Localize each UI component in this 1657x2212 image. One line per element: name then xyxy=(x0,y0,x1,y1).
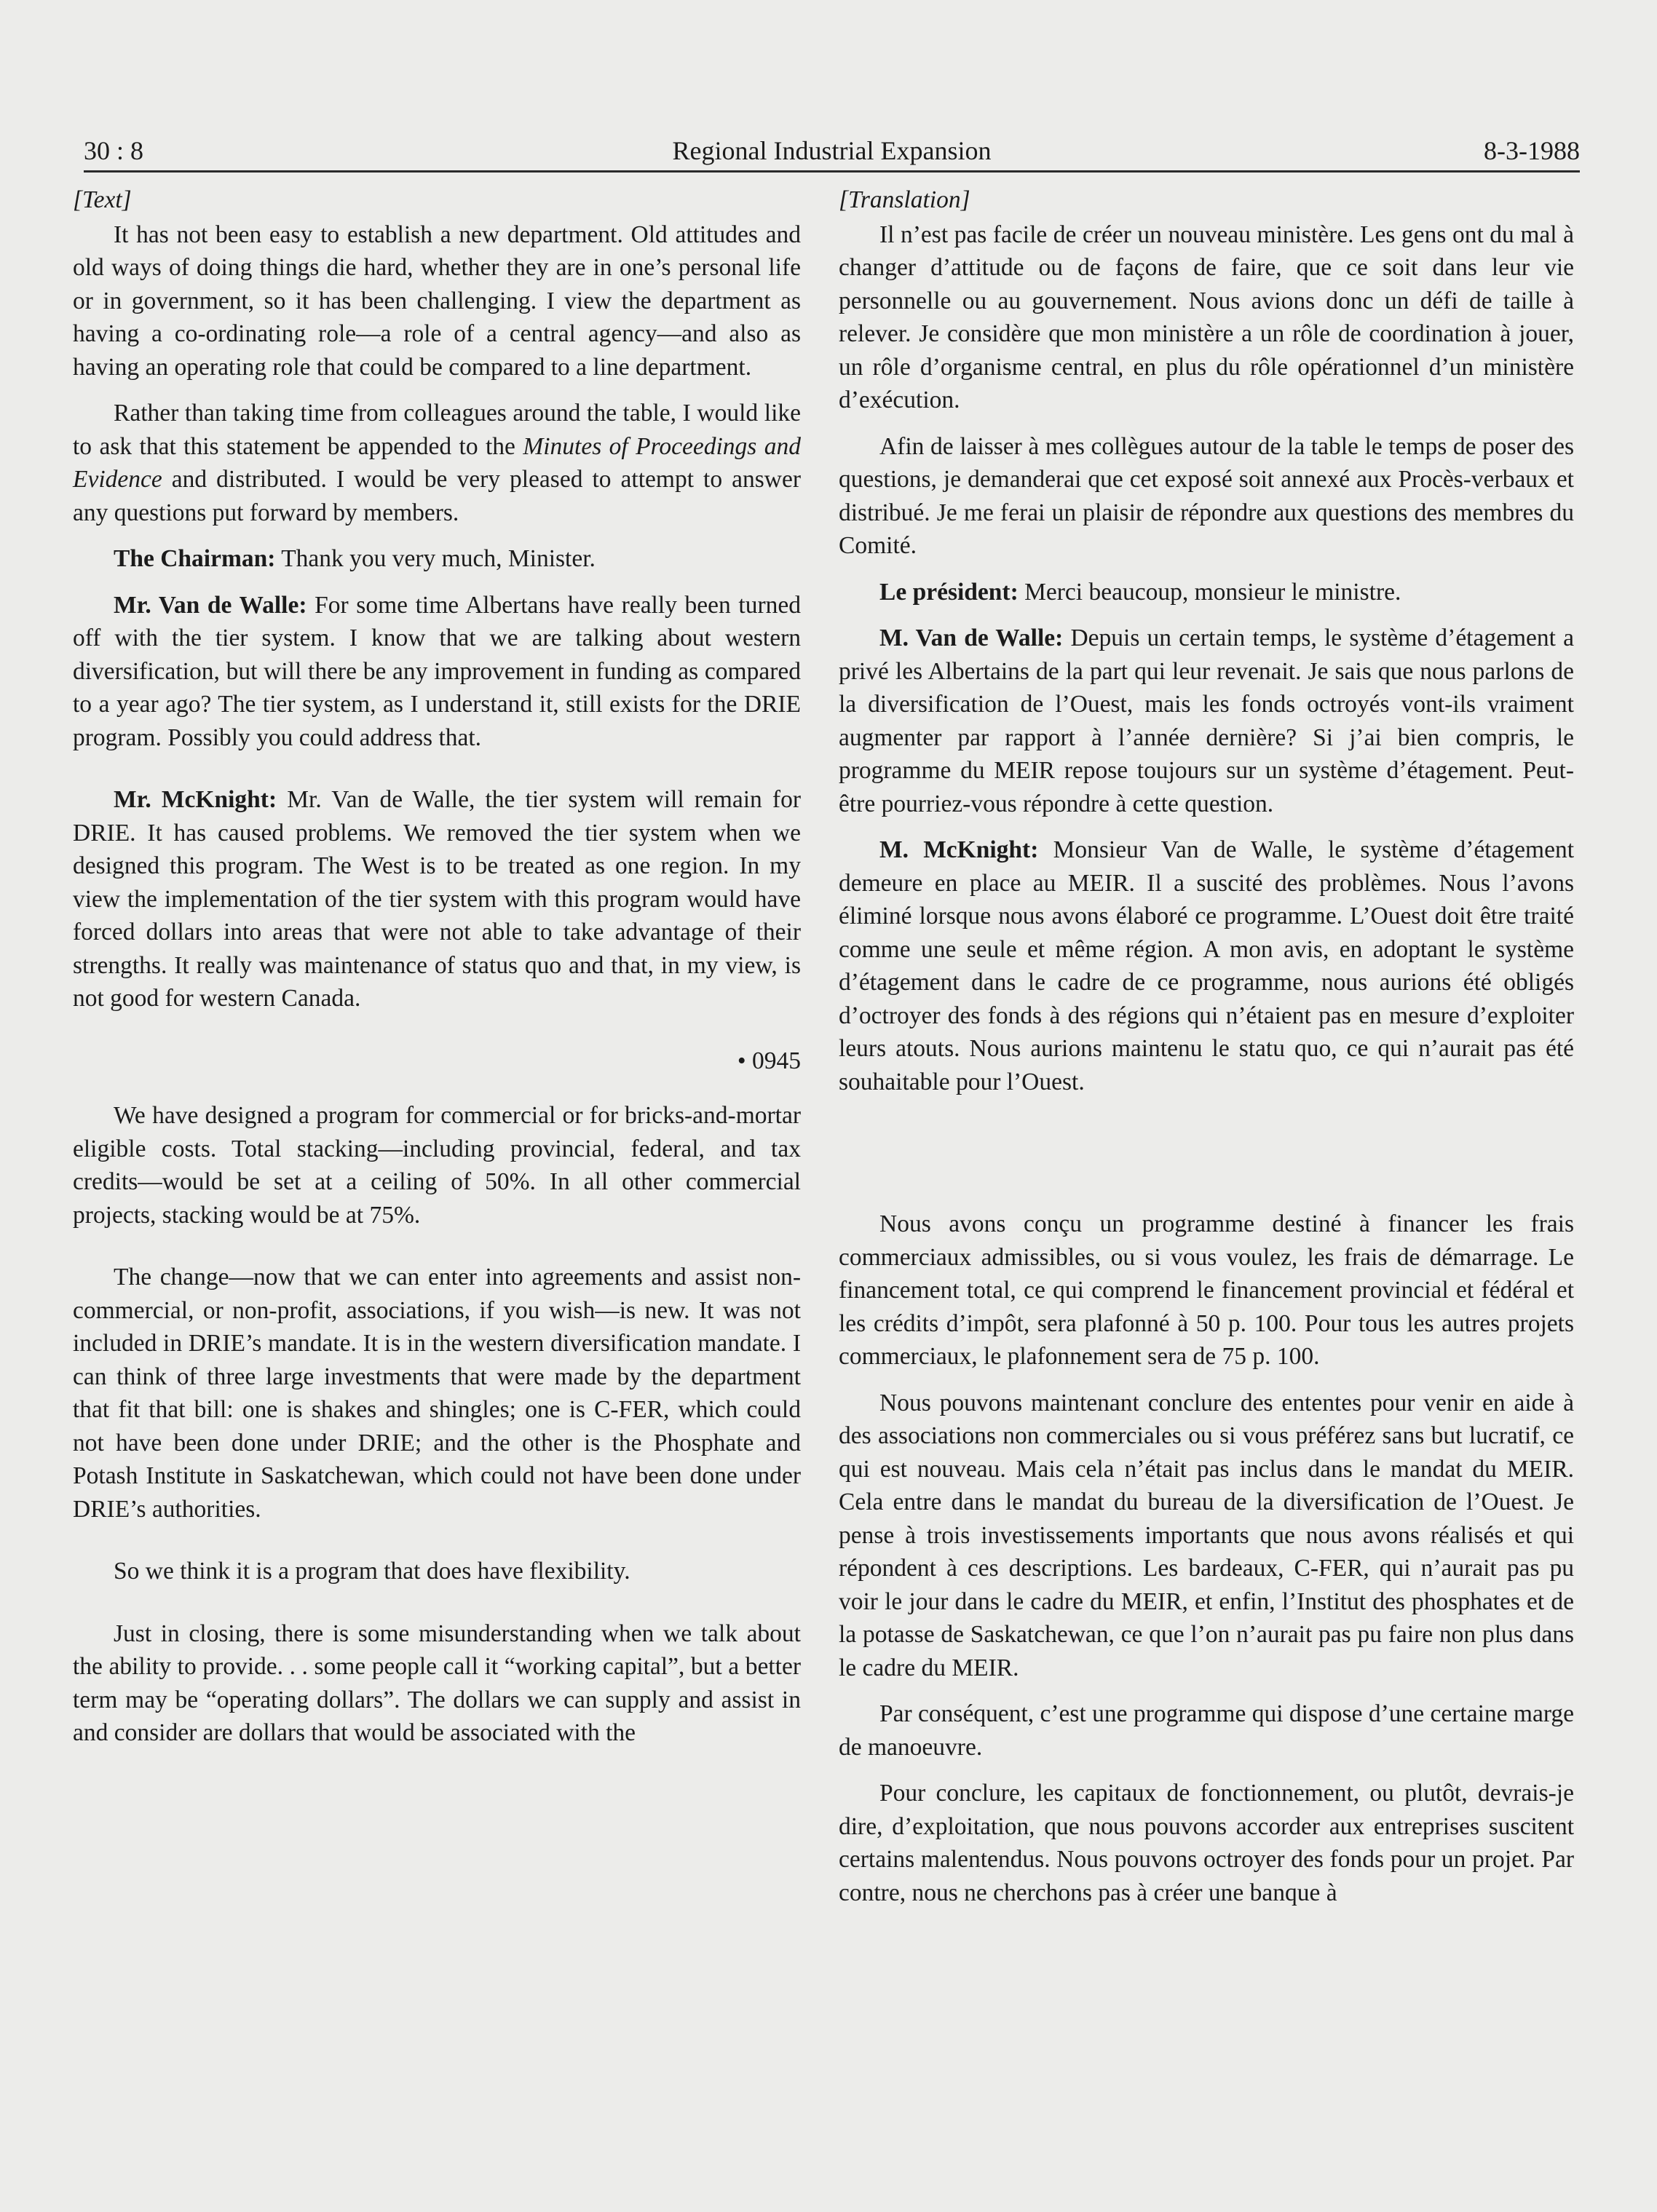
speaker-name: M. Van de Walle: xyxy=(879,625,1064,651)
speech xyxy=(73,542,801,576)
page-header xyxy=(84,125,1580,173)
speech-text: Monsieur Van de Walle, le système d’étagement demeure en place au MEIR. Il a suscité des problèmes. Nous l’avons éliminé lorsque nous avons élaboré ce programme. L’Ouest doit être traité comme une seule et même région. A mon avis, en adoptant le système d’étagement dans le cadre de ce programme, nous aurions été obligés d’octroyer des fonds à des régions qui n’étaient pas en mesure d’exploiter leurs atouts. Nous aurions maintenu le statu quo, ce qui n’aurait pas été souhaitable pour l’Ouest. xyxy=(839,836,1575,1095)
speech-text: Thank you very much, Minister. xyxy=(275,545,596,572)
paragraph: It has not been easy to establish a new department. Old attitudes and old ways of doing things die hard, whether they are in one’s personal life or in government, so it has been challenging. I view the department as having a co-ordinating role—a role of a central agency—and also as having an operating role that could be compared to a line department. xyxy=(73,221,801,381)
paragraph: Just in closing, there is some misunderstanding when we talk about the ability to provide. . . some people call it “working capital”, but a better term may be “operating dollars”. The dollars we can supply and assist in and consider are dollars that would be associated with the xyxy=(73,1620,801,1746)
paragraph-text: Rather than taking time from colleagues around the table, I would like to ask that this statement be appended to the xyxy=(73,400,801,460)
speaker-name: Le président: xyxy=(879,578,1019,606)
paragraph: Nous avons conçu un programme destiné à financer les frais commerciaux admissibles, ou si vous voulez, les frais de démarrage. Le financement total, ce qui comprend le financement provincial et fédéral et les crédits d’impôt, sera plafonné à 50 p. 100. Pour tous les autres projets commerciaux, le plafonnement sera de 75 p. 100. xyxy=(839,1210,1574,1370)
english-column xyxy=(73,183,801,1763)
speech xyxy=(839,622,1574,820)
speech-text: Mr. Van de Walle, the tier system will remain for DRIE. It has caused problems. We removed the tier system when we designed this program. The West is to be treated as one region. In my view the implementation of the tier system with this program would have forced dollars into areas that were not able to take advantage of their strengths. It really was maintenance of status quo and that, in my view, is not good for western Canada. xyxy=(73,786,801,1012)
italic-title: Minutes of Proceedings and Evidence xyxy=(73,432,801,493)
speech xyxy=(73,783,801,1015)
speaker-name: Mr. McKnight: xyxy=(114,786,277,813)
paragraph-text: and distributed. I would be very pleased to attempt to answer any questions put forward by members. xyxy=(73,466,801,526)
header-date: 8-3-1988 xyxy=(1484,136,1580,165)
speech-text: Depuis un certain temps, le système d’étagement a privé les Albertains de la part qui leur revenait. Je sais que nous parlons de la diversification de l’Ouest, mais les fonds octroyés vont-ils vraiment augmenter par rapport à l’année dernière? Si j’ai bien compris, le programme du MEIR repose toujours sur un système d’étagement. Peut-être pourriez-vous répondre à cette question. xyxy=(839,625,1574,817)
speech xyxy=(73,589,801,755)
page-number: 30 : 8 xyxy=(84,136,144,165)
paragraph: Nous pouvons maintenant conclure des ententes pour venir en aide à des associations non commerciales ou si vous préférez sans but lucratif, ce qui est nouveau. Mais cela n’était pas inclus dans le mandat du MEIR. Cela entre dans le mandat du bureau de la diversification de l’Ouest. Je pense à trois investissements importants que nous avons réalisés et qui répondent à ces descriptions. Les bardeaux, C-FER, qui n’aurait pas pu voir le jour dans le cadre du MEIR, et enfin, l’Institut des phosphates et de la potasse de Saskatchewan, ce que l’on n’aurait pas pu faire non plus dans le cadre du MEIR. xyxy=(839,1389,1574,1681)
speech xyxy=(839,833,1574,1098)
speaker-name: Mr. Van de Walle: xyxy=(114,591,307,619)
paragraph: Pour conclure, les capitaux de fonctionnement, ou plutôt, devrais-je dire, d’exploitation, que nous pouvons accorder aux entreprises suscitent certains malentendus. Nous pouvons octroyer des fonds pour un projet. Par contre, nous ne cherchons pas à créer une banque à xyxy=(839,1780,1574,1906)
paragraph: Par conséquent, c’est une programme qui dispose d’une certaine marge de manoeuvre. xyxy=(839,1700,1574,1761)
translation-label: [Translation] xyxy=(839,186,970,213)
speech-text: For some time Albertans have really been turned off with the tier system. I know that we are talking about western diversification, but will there be any improvement in funding as compared to a year ago? The tier system, as I understand it, still exists for the DRIE program. Possibly you could address that. xyxy=(73,591,801,751)
speech-text: Merci beaucoup, monsieur le ministre. xyxy=(1018,578,1401,606)
speaker-name: M. McKnight: xyxy=(879,836,1039,863)
paragraph: Afin de laisser à mes collègues autour de la table le temps de poser des questions, je demanderai que cet exposé soit annexé aux Procès-verbaux et distribué. Je me ferai un plaisir de répondre aux questions des membres du Comité. xyxy=(839,432,1574,559)
speaker-name: The Chairman: xyxy=(114,545,276,572)
paragraph: Il n’est pas facile de créer un nouveau ministère. Les gens ont du mal à changer d’attitude ou de façons de faire, que ce soit dans leur vie personnelle ou au gouvernement. Nous avions donc un défi de taille à relever. Je considère que mon ministère a un rôle de coordination à jouer, un rôle d’organisme central, en plus du rôle opérationnel d’un ministère d’exécution. xyxy=(839,221,1574,413)
paragraph: The change—now that we can enter into agreements and assist non-commercial, or non-profit, associations, if you wish—is new. It was not included in DRIE’s mandate. It is in the western diversification mandate. I can think of three large investments that were made by the department that fit that bill: one is shakes and shingles; one is C-FER, which could not have been done under DRIE; and the other is the Phosphate and Potash Institute in Saskatchewan, which could not have been done under DRIE’s authorities. xyxy=(73,1264,801,1523)
paragraph: We have designed a program for commercial or for bricks-and-mortar eligible costs. Total stacking—including provincial, federal, and tax credits—would be set at a ceiling of 50%. In all other commercial projects, stacking would be at 75%. xyxy=(73,1102,801,1229)
timestamp: • 0945 xyxy=(737,1047,801,1074)
paragraph: So we think it is a program that does have flexibility. xyxy=(114,1558,630,1585)
text-label: [Text] xyxy=(73,186,132,213)
running-title: Regional Industrial Expansion xyxy=(672,136,992,165)
speech xyxy=(839,576,1574,609)
paragraph xyxy=(73,397,801,529)
french-column xyxy=(839,183,1574,1922)
